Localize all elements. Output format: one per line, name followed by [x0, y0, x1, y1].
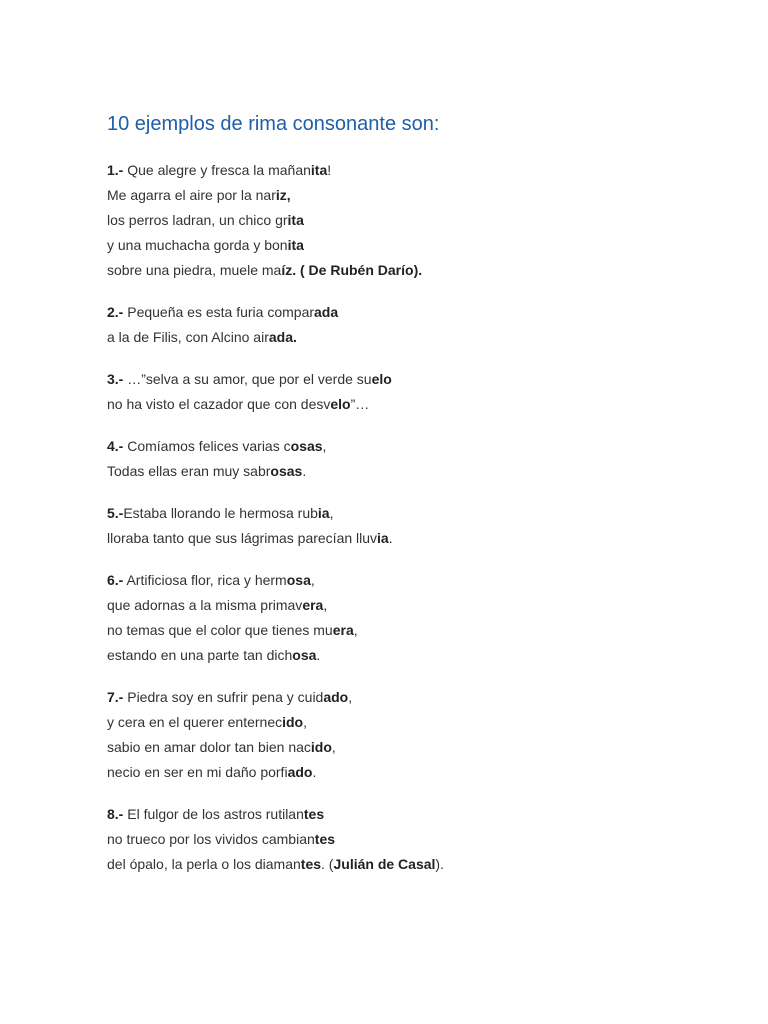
verse-text: ,	[323, 597, 328, 613]
example-8	[107, 802, 727, 877]
page-title: 10 ejemplos de rima consonante son:	[107, 113, 440, 135]
verse-text: ).	[435, 856, 444, 872]
verse-text: y una muchacha gorda y bon	[107, 237, 288, 253]
rhyme-emphasis: tes	[303, 806, 325, 822]
verse-line	[107, 735, 727, 760]
rhyme-emphasis: ita	[310, 162, 328, 178]
rhyme-emphasis: osa	[286, 572, 311, 588]
verse-text: los perros ladran, un chico gr	[107, 212, 288, 228]
verse-text: …”selva a su amor, que por el verde su	[123, 371, 372, 387]
verse-text: .	[316, 647, 321, 663]
rhyme-emphasis: ada	[314, 304, 339, 320]
verse-text: .	[312, 764, 317, 780]
verse-text: ,	[303, 714, 307, 730]
example-3	[107, 367, 727, 417]
verse-text: ,	[310, 572, 315, 588]
verse-line	[107, 367, 727, 392]
example-4	[107, 434, 727, 484]
example-5	[107, 501, 727, 551]
rhyme-emphasis: ita	[287, 237, 304, 253]
verse-text: Artificiosa flor, rica y herm	[123, 572, 287, 588]
verse-line	[107, 526, 727, 551]
verse-line	[107, 183, 727, 208]
verse-line	[107, 618, 727, 643]
verse-text: !	[327, 162, 332, 178]
verse-text: Comíamos felices varias c	[123, 438, 291, 454]
rhyme-emphasis: 4.-	[107, 438, 124, 454]
rhyme-emphasis: 8.-	[107, 806, 124, 822]
verse-text: ,	[322, 438, 327, 454]
rhyme-emphasis: tes	[314, 831, 336, 847]
verse-text: que adornas a la misma primav	[107, 597, 303, 613]
verse-line	[107, 434, 727, 459]
verse-line	[107, 158, 727, 183]
verse-text: Que alegre y fresca la mañan	[123, 162, 311, 178]
rhyme-emphasis: iz,	[275, 187, 291, 203]
verse-line	[107, 258, 727, 283]
verse-line	[107, 827, 727, 852]
rhyme-emphasis: íz. ( De Rubén Darío).	[281, 262, 423, 278]
verse-text: ,	[348, 689, 353, 705]
verse-line	[107, 710, 727, 735]
verse-line	[107, 459, 727, 484]
example-1	[107, 158, 727, 283]
rhyme-emphasis: osa	[292, 647, 317, 663]
verse-text: Me agarra el aire por la nar	[107, 187, 276, 203]
rhyme-emphasis: 2.-	[107, 304, 124, 320]
verse-text: Piedra soy en sufrir pena y cuid	[123, 689, 324, 705]
verse-line	[107, 233, 727, 258]
verse-text: .	[388, 530, 393, 546]
rhyme-emphasis: osas	[270, 463, 303, 479]
rhyme-emphasis: ita	[287, 212, 304, 228]
rhyme-emphasis: ado	[323, 689, 349, 705]
rhyme-emphasis: ia	[377, 530, 389, 546]
verse-text: . (	[321, 856, 334, 872]
verse-line	[107, 392, 727, 417]
verse-line	[107, 643, 727, 668]
verse-text: no trueco por los vividos cambian	[107, 831, 315, 847]
rhyme-emphasis: era	[332, 622, 354, 638]
verse-text: ,	[329, 505, 334, 521]
verse-text: sabio en amar dolor tan bien nac	[107, 739, 311, 755]
verse-text: Estaba llorando le hermosa rub	[123, 505, 318, 521]
verse-line	[107, 802, 727, 827]
rhyme-emphasis: Julián de Casal	[333, 856, 436, 872]
verse-line	[107, 568, 727, 593]
verse-text: estando en una parte tan dich	[107, 647, 293, 663]
example-6	[107, 568, 727, 668]
verse-text: y cera en el querer enternec	[107, 714, 283, 730]
rhyme-emphasis: elo	[330, 396, 351, 412]
verse-text: del ópalo, la perla o los diaman	[107, 856, 301, 872]
example-2	[107, 300, 727, 350]
rhyme-emphasis: 5.-	[107, 505, 124, 521]
verse-line	[107, 685, 727, 710]
rhyme-emphasis: 1.-	[107, 162, 124, 178]
verse-text: Todas ellas eran muy sabr	[107, 463, 271, 479]
verse-text: lloraba tanto que sus lágrimas parecían lluv	[107, 530, 378, 546]
verse-text: a la de Filis, con Alcino air	[107, 329, 269, 345]
rhyme-emphasis: tes	[300, 856, 322, 872]
verse-text: El fulgor de los astros rutilan	[123, 806, 304, 822]
rhyme-emphasis: osas	[290, 438, 323, 454]
verse-line	[107, 501, 727, 526]
rhyme-emphasis: era	[302, 597, 324, 613]
rhyme-emphasis: 6.-	[107, 572, 124, 588]
verse-line	[107, 852, 727, 877]
examples-list	[107, 158, 727, 894]
example-7	[107, 685, 727, 785]
verse-text: .	[302, 463, 307, 479]
verse-text: ,	[353, 622, 358, 638]
rhyme-emphasis: ia	[317, 505, 330, 521]
rhyme-emphasis: ada.	[268, 329, 297, 345]
verse-line	[107, 325, 727, 350]
verse-text: Pequeña es esta furia compar	[123, 304, 315, 320]
rhyme-emphasis: 7.-	[107, 689, 124, 705]
rhyme-emphasis: ado	[287, 764, 313, 780]
verse-line	[107, 208, 727, 233]
rhyme-emphasis: ido	[282, 714, 304, 730]
verse-text: sobre una piedra, muele ma	[107, 262, 282, 278]
verse-text: necio en ser en mi daño porfi	[107, 764, 288, 780]
rhyme-emphasis: elo	[371, 371, 392, 387]
verse-text: ,	[331, 739, 336, 755]
rhyme-emphasis: 3.-	[107, 371, 124, 387]
verse-line	[107, 760, 727, 785]
verse-line	[107, 300, 727, 325]
verse-text: ”…	[350, 396, 370, 412]
rhyme-emphasis: ido	[310, 739, 332, 755]
verse-text: no ha visto el cazador que con desv	[107, 396, 331, 412]
verse-text: no temas que el color que tienes mu	[107, 622, 333, 638]
verse-line	[107, 593, 727, 618]
